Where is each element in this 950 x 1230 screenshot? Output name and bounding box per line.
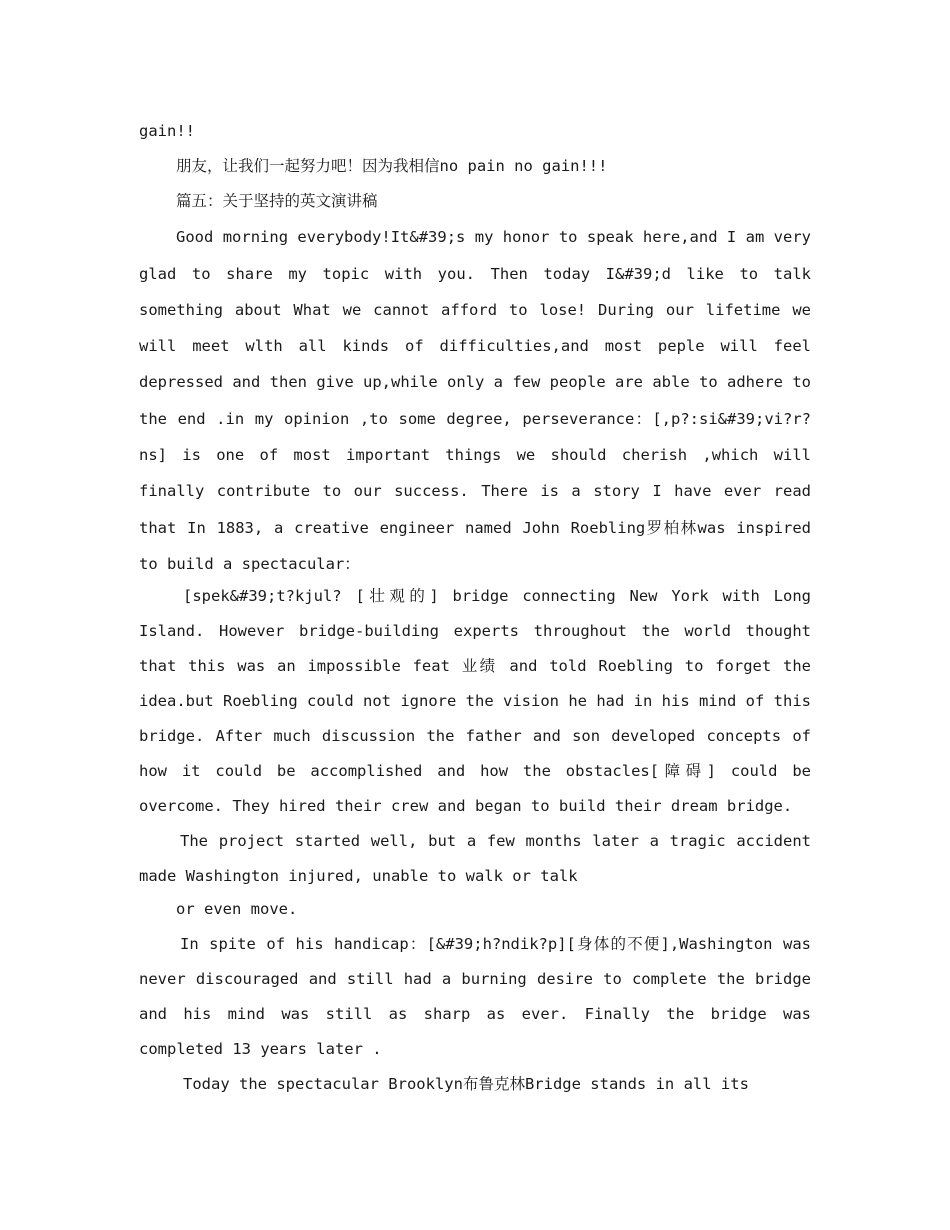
- paragraph-handicap: In spite of his handicap：[&#39;h?ndik?p][身体的不便],Washington was never discouraged and still had a burning desire to complete the bridge and his mind was still as sharp as ever. Finally the bridge was completed 13 years later .: [139, 935, 811, 1059]
- paragraph-or-even-move: or even move.: [176, 900, 298, 919]
- paragraph-gain: gain!!: [139, 122, 195, 140]
- paragraph-good-morning: Good morning everybody!It&#39;s my honor to speak here,and I am very glad to share my topic with you. Then today I&#39;d like to talk something about What we cannot afford to lose! During our lifetime we will meet wlth all kinds of difficulties,and most peple will feel depressed and then give up,while only a few people are able to adhere to the end .in my opinion ,to some degree, perseverance：[,p?:si&#39;vi?r?ns] is one of most important things we should cherish ,which will finally contribute to our success. There is a story I have ever read that In 1883, a creative engineer named John Roebling罗柏林was inspired to build a spectacular：: [139, 228, 811, 573]
- document-body: [139, 113, 811, 1102]
- paragraph-bridge: [spek&#39;t?kjul? [壮观的] bridge connecting New York with Long Island. However bridge-building experts throughout the world thought that this was an impossible feat 业绩 and told Roebling to forget the idea.but Roebling could not ignore the vision he had in his mind of this bridge. After much discussion the father and son developed concepts of how it could be accomplished and how the obstacles[障碍] could be overcome. They hired their crew and began to build their dream bridge.: [139, 587, 811, 816]
- paragraph-today: Today the spectacular Brooklyn布鲁克林Bridge stands in all its: [183, 1075, 749, 1094]
- paragraph-project: The project started well, but a few months later a tragic accident made Washington injured, unable to walk or talk: [139, 832, 811, 886]
- section-heading: 篇五：关于坚持的英文演讲稿: [176, 192, 378, 211]
- paragraph-friends: 朋友，让我们一起努力吧！因为我相信no pain no gain!!!: [176, 157, 608, 176]
